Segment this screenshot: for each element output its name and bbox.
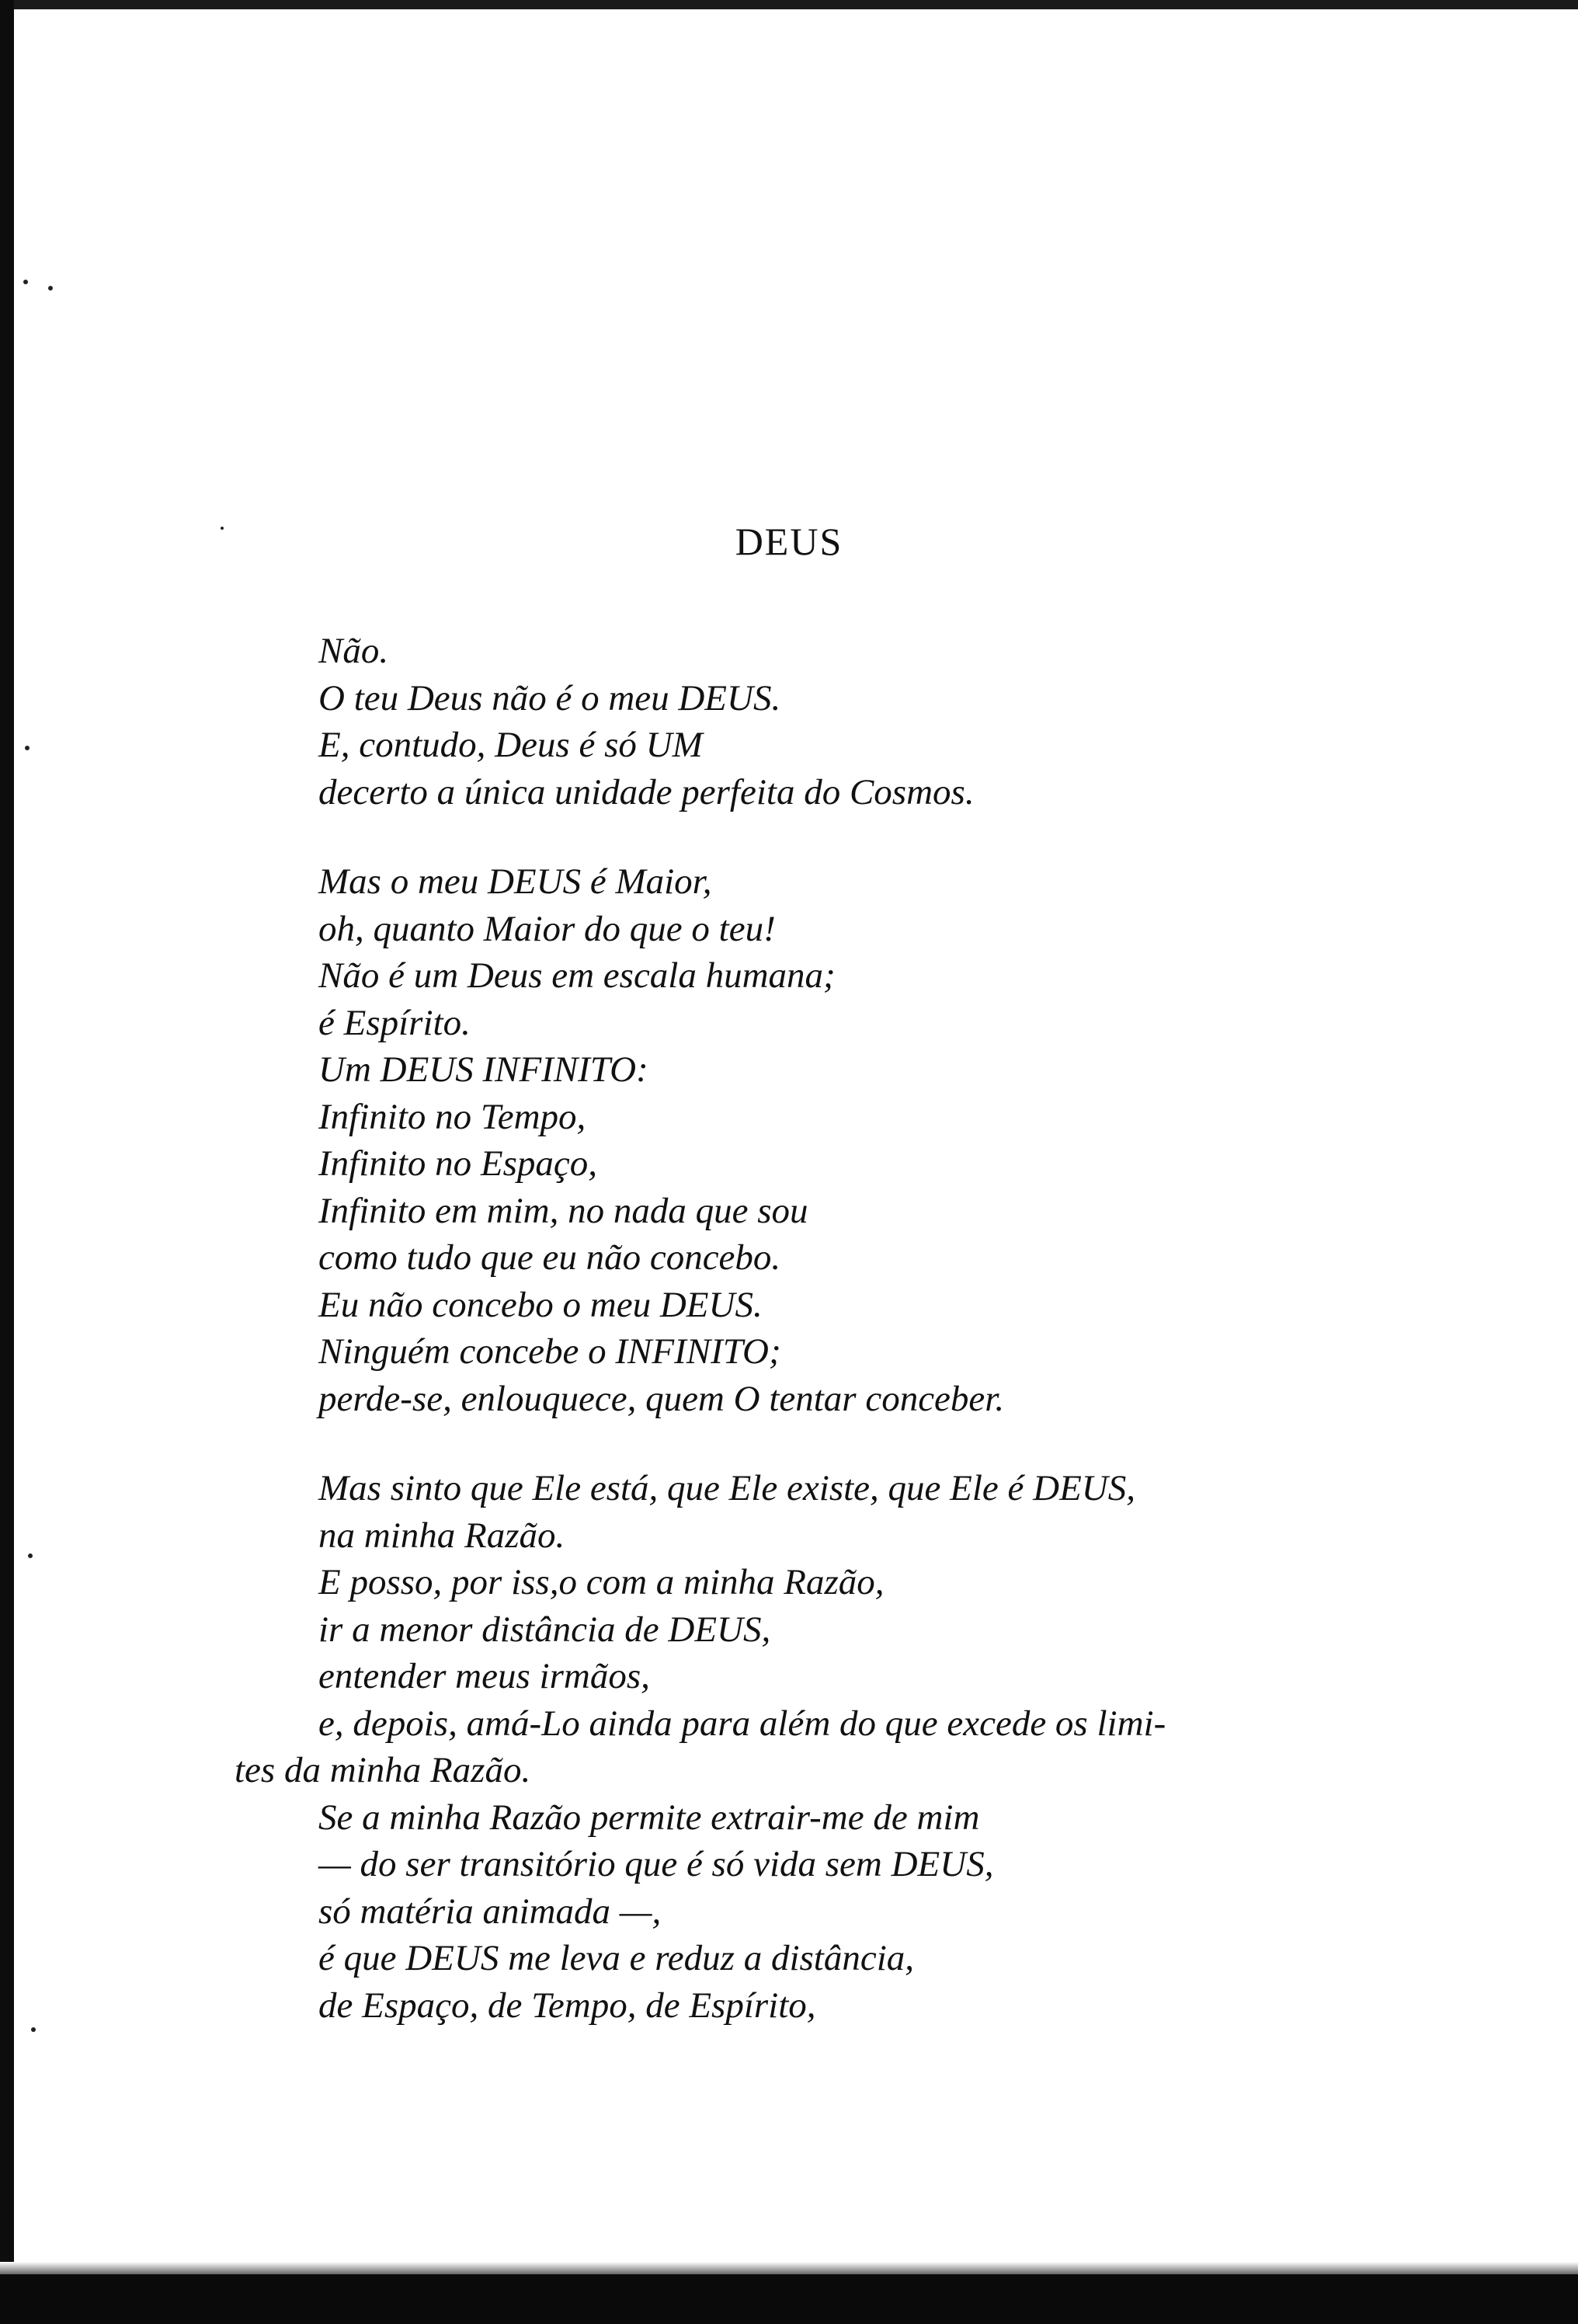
- stanza-3: [235, 1465, 1460, 2029]
- stanza-2: [318, 858, 1460, 1422]
- poem-line: Mas sinto que Ele está, que Ele existe, que Ele é DEUS,: [318, 1468, 1135, 1508]
- scan-speck: [31, 2027, 36, 2032]
- poem-line: — do ser transitório que é só vida sem DEUS,: [318, 1844, 994, 1884]
- poem-line: de Espaço, de Tempo, de Espírito,: [318, 1985, 816, 2026]
- poem-line: perde-se, enlouquece, quem O tentar conceber.: [318, 1378, 1005, 1419]
- poem-line: Ninguém concebe o INFINITO;: [318, 1331, 781, 1372]
- poem-line: Não é um Deus em escala humana;: [318, 955, 836, 996]
- scan-edge-top: [0, 0, 1578, 9]
- poem-line: Infinito em mim, no nada que sou: [318, 1190, 808, 1231]
- scan-edge-left: [0, 0, 14, 2324]
- poem-line: Não.: [318, 631, 389, 671]
- scan-speck: [28, 1553, 33, 1558]
- poem-line: como tudo que eu não concebo.: [318, 1237, 781, 1278]
- poem-line: Um DEUS INFINITO:: [318, 1049, 648, 1090]
- poem-line: O teu Deus não é o meu DEUS.: [318, 677, 781, 718]
- poem-line: é que DEUS me leva e reduz a distância,: [318, 1938, 915, 1978]
- poem-line: oh, quanto Maior do que o teu!: [318, 908, 776, 949]
- scan-speck: [25, 746, 30, 750]
- poem-line: Mas o meu DEUS é Maior,: [318, 861, 712, 902]
- poem-body: [235, 628, 1460, 2029]
- scan-speck: [48, 286, 53, 290]
- poem-line: Eu não concebo o meu DEUS.: [318, 1284, 763, 1325]
- poem-line: só matéria animada —,: [318, 1891, 662, 1932]
- poem-line: E, contudo, Deus é só UM: [318, 725, 703, 765]
- poem-line: decerto a única unidade perfeita do Cosmos.: [318, 771, 975, 812]
- scan-edge-bottom: [0, 2274, 1578, 2324]
- poem-line: entender meus irmãos,: [318, 1656, 650, 1696]
- poem-line: ir a menor distância de DEUS,: [318, 1609, 771, 1650]
- poem-line-continuation: tes da minha Razão.: [235, 1750, 531, 1790]
- poem-line: é Espírito.: [318, 1002, 471, 1043]
- stanza-1: [318, 628, 1460, 816]
- poem-line: Se a minha Razão permite extrair-me de mim: [318, 1797, 980, 1838]
- scan-speck: [23, 280, 28, 284]
- poem-line: na minha Razão.: [318, 1515, 565, 1556]
- poem-title: DEUS: [735, 520, 843, 563]
- poem-line: E posso, por iss,o com a minha Razão,: [318, 1562, 885, 1602]
- poem-line: Infinito no Tempo,: [318, 1096, 586, 1137]
- poem-line: e, depois, amá-Lo ainda para além do que excede os limi-: [318, 1703, 1166, 1744]
- poem-line: Infinito no Espaço,: [318, 1143, 597, 1184]
